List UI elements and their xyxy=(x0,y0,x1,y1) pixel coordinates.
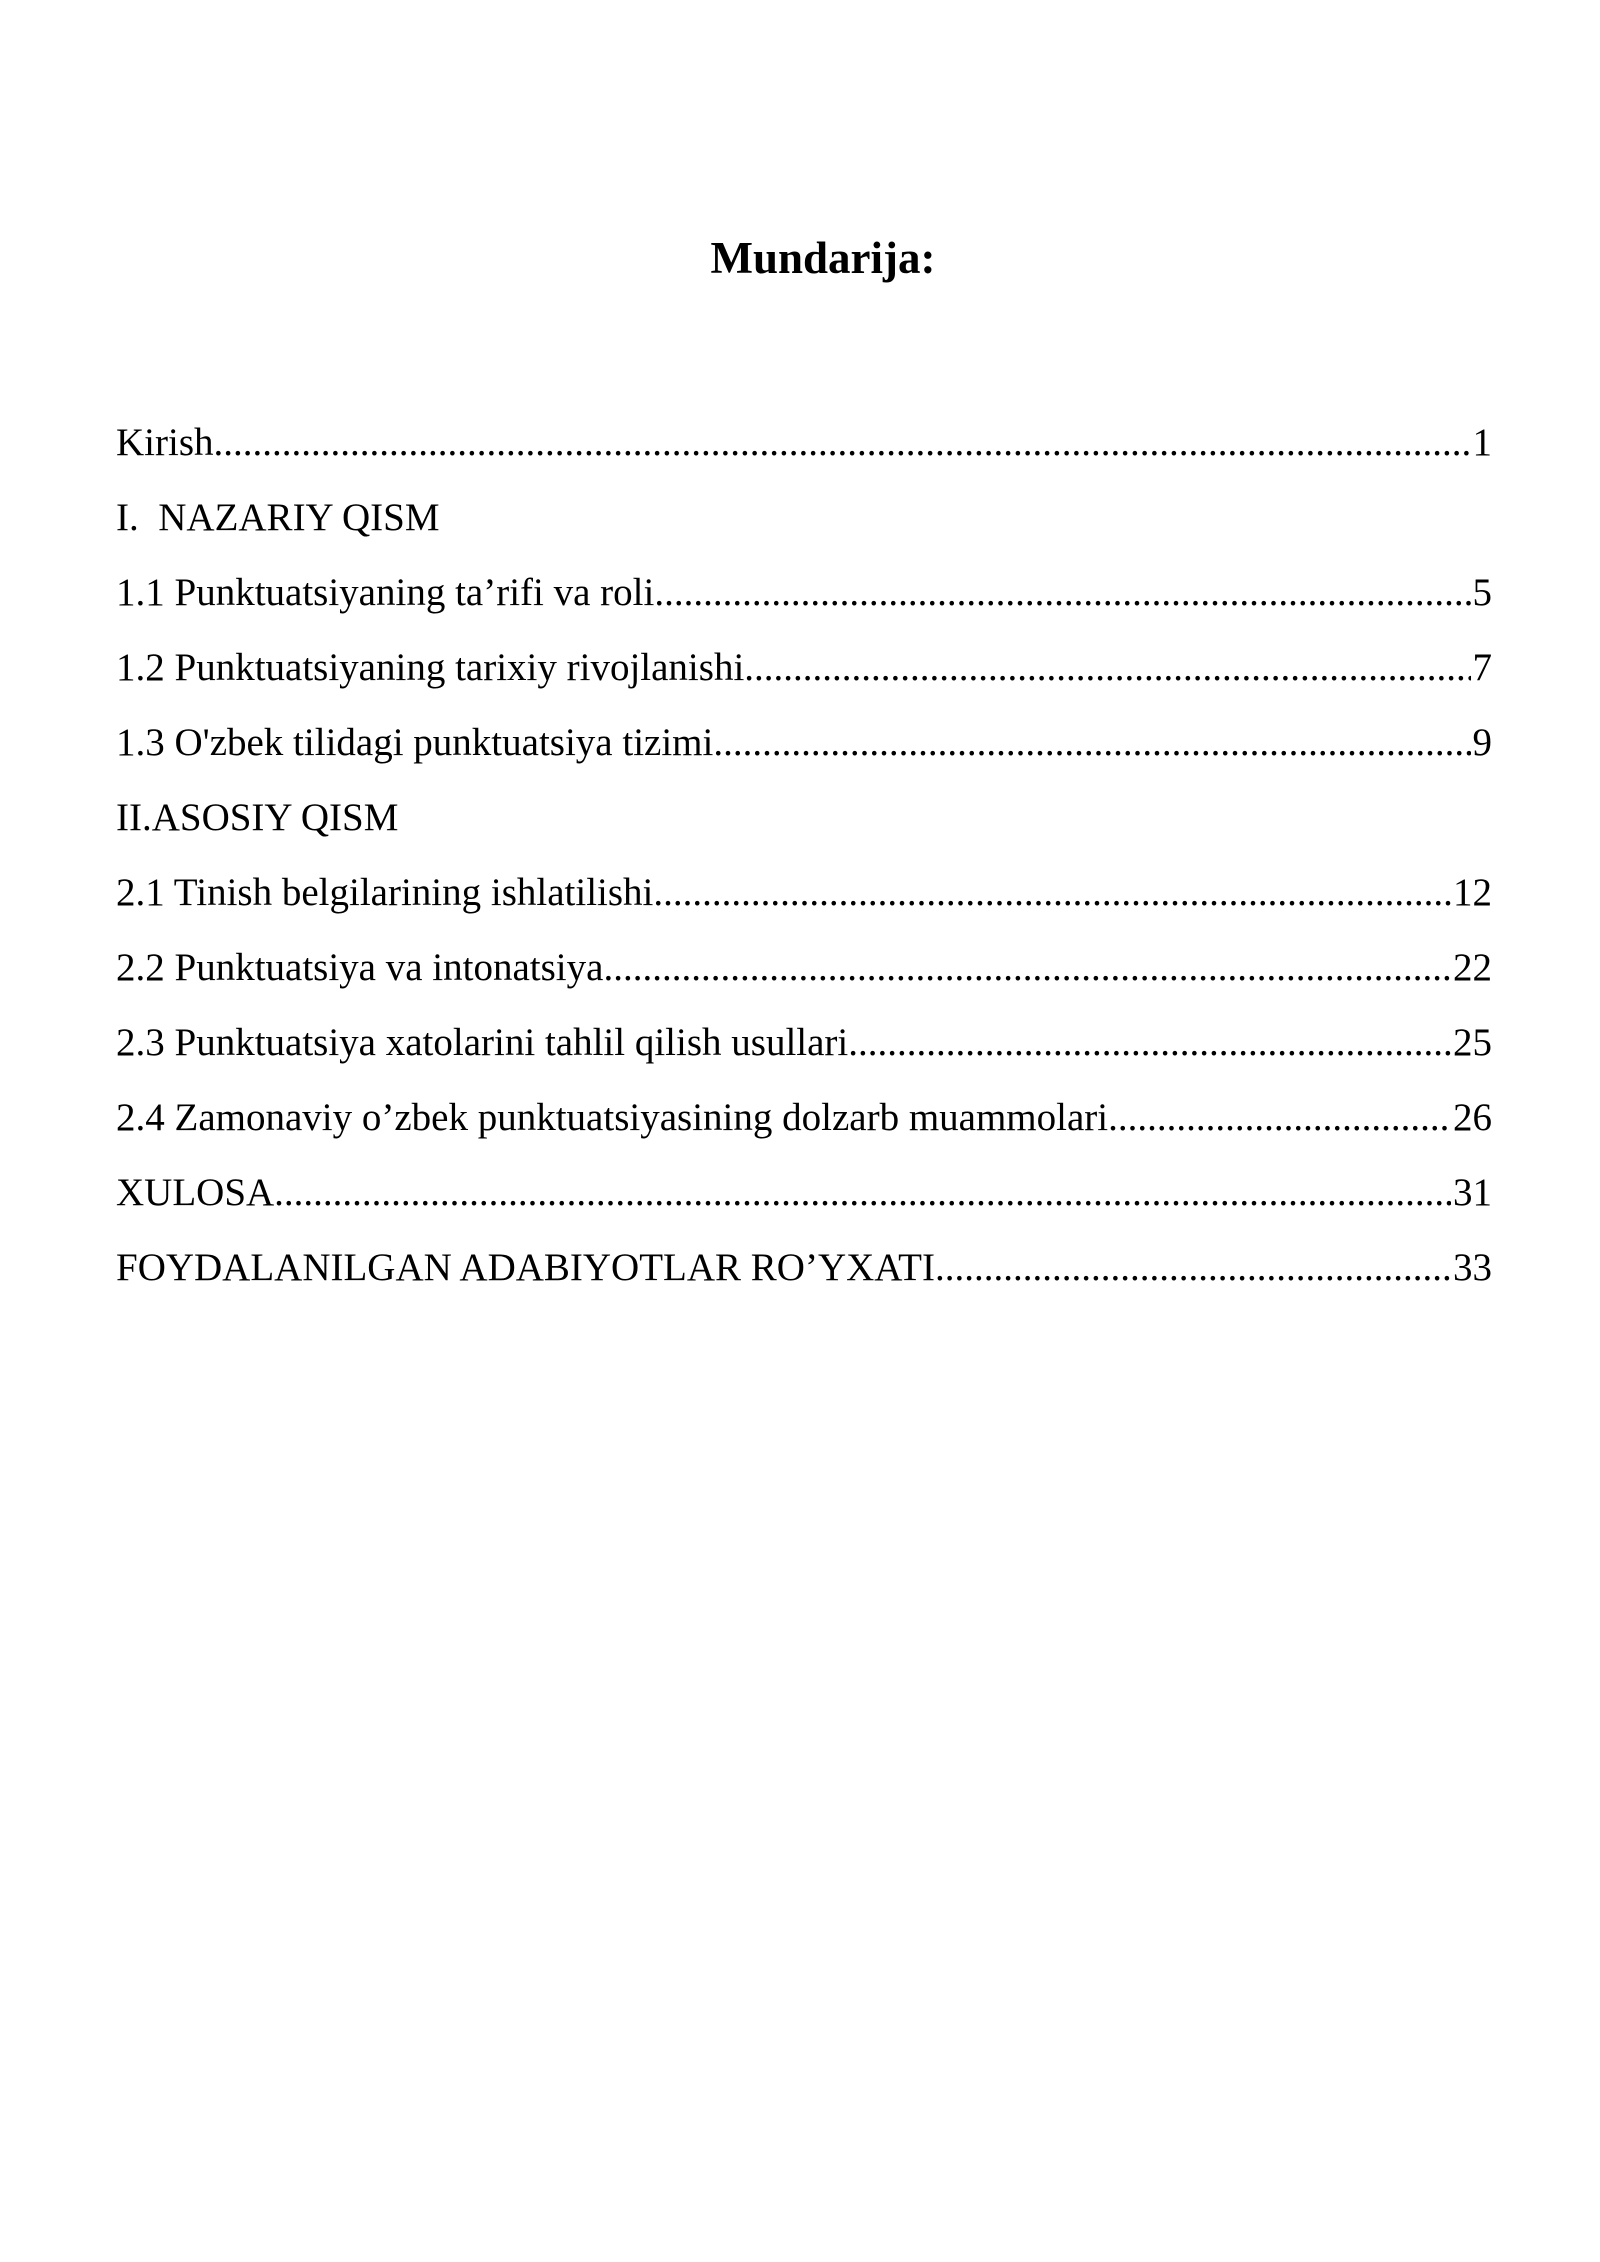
toc-page-number: 1 xyxy=(1472,420,1492,464)
toc-entry-1-3 xyxy=(116,705,1492,780)
toc-page-number: 5 xyxy=(1472,570,1492,614)
dot-leader xyxy=(214,418,1471,468)
dot-leader xyxy=(713,718,1470,768)
toc-page-number: 33 xyxy=(1453,1245,1492,1289)
toc-entry-2-4 xyxy=(116,1080,1492,1155)
toc-entry-label: I. NAZARIY QISM xyxy=(116,495,440,539)
toc-entry-label: XULOSA xyxy=(116,1170,275,1214)
toc-page-number: 7 xyxy=(1472,645,1492,689)
toc-entry-xulosa xyxy=(116,1155,1492,1230)
dot-leader xyxy=(848,1018,1451,1068)
dot-leader xyxy=(654,568,1470,618)
toc-page-number: 9 xyxy=(1472,720,1492,764)
table-of-contents xyxy=(116,405,1492,1305)
toc-entry-label: 2.2 Punktuatsiya va intonatsiya xyxy=(116,945,604,989)
toc-entry-label: II.ASOSIY QISM xyxy=(116,795,399,839)
dot-leader xyxy=(1108,1093,1451,1143)
dot-leader xyxy=(603,943,1451,993)
toc-entry-label: 2.4 Zamonaviy o’zbek punktuatsiyasining dolzarb muammolari xyxy=(116,1095,1109,1139)
toc-entry-1-1 xyxy=(116,555,1492,630)
toc-entry-label: 2.1 Tinish belgilarining ishlatilishi xyxy=(116,870,654,914)
page-title: Mundarija: xyxy=(710,233,936,283)
toc-page-number: 22 xyxy=(1453,945,1492,989)
toc-entry-label: FOYDALANILGAN ADABIYOTLAR RO’YXATI xyxy=(116,1245,935,1289)
toc-page-number: 26 xyxy=(1453,1095,1492,1139)
toc-page-number: 12 xyxy=(1453,870,1492,914)
toc-page-number: 31 xyxy=(1453,1170,1492,1214)
toc-entry-2-1 xyxy=(116,855,1492,930)
toc-section-heading-asosiy xyxy=(116,780,1492,855)
toc-entry-label: 1.2 Punktuatsiyaning tarixiy rivojlanishi xyxy=(116,645,745,689)
toc-entry-label: 2.3 Punktuatsiya xatolarini tahlil qilish usullari xyxy=(116,1020,849,1064)
dot-leader xyxy=(653,868,1451,918)
dot-leader xyxy=(935,1243,1451,1293)
toc-entry-label: Kirish xyxy=(116,420,214,464)
dot-leader xyxy=(274,1168,1451,1218)
toc-page-number: 25 xyxy=(1453,1020,1492,1064)
toc-entry-2-2 xyxy=(116,930,1492,1005)
toc-entry-kirish xyxy=(116,405,1492,480)
toc-entry-1-2 xyxy=(116,630,1492,705)
toc-entry-label: 1.1 Punktuatsiyaning ta’rifi va roli xyxy=(116,570,655,614)
toc-entry-2-3 xyxy=(116,1005,1492,1080)
toc-section-heading-nazariy xyxy=(116,480,1492,555)
dot-leader xyxy=(744,643,1470,693)
toc-entry-adabiyotlar xyxy=(116,1230,1492,1305)
toc-entry-label: 1.3 O'zbek tilidagi punktuatsiya tizimi xyxy=(116,720,714,764)
